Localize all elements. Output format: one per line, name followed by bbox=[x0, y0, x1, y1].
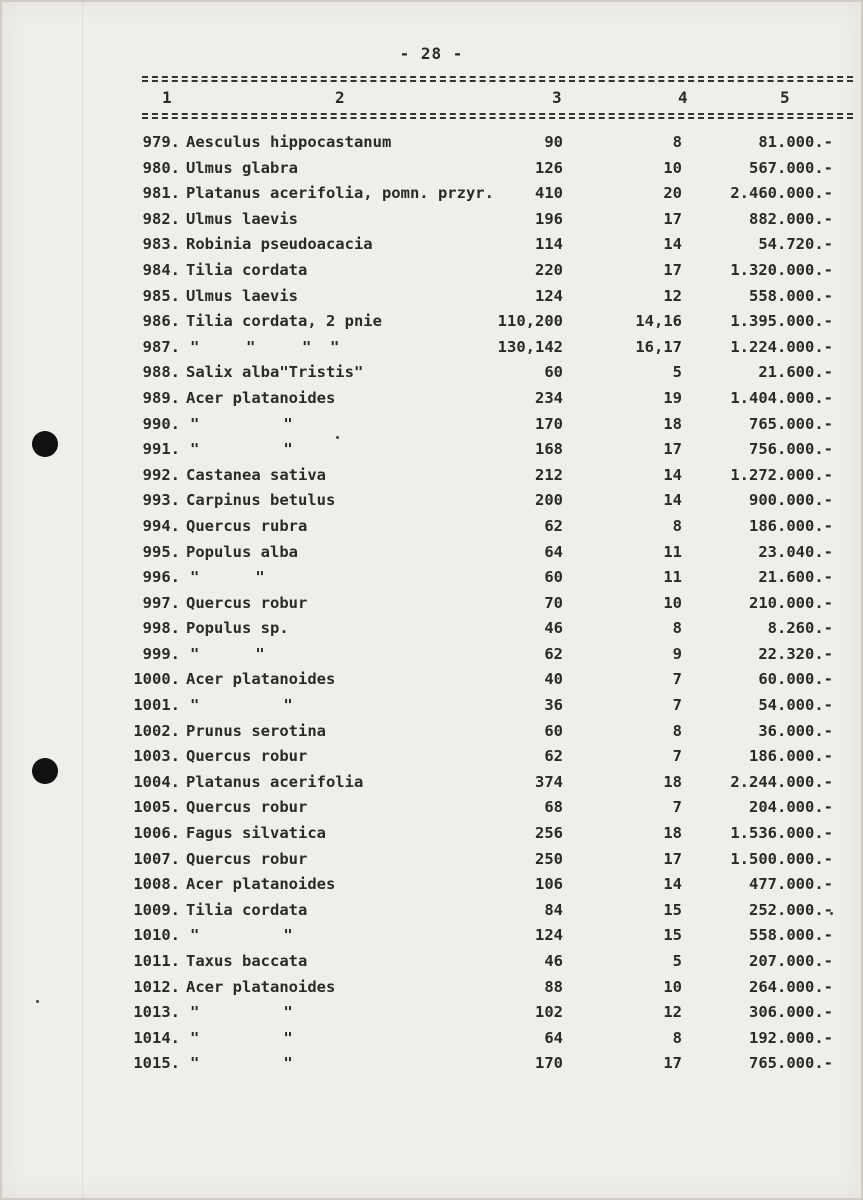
header-rule-bottom bbox=[142, 113, 853, 115]
tree-value: 2.244.000.- bbox=[730, 772, 833, 791]
species-name: " " bbox=[190, 1003, 293, 1022]
row-number: 991. bbox=[142, 440, 180, 459]
tree-height: 7 bbox=[672, 798, 682, 817]
trunk-circumference: 102 bbox=[535, 1003, 563, 1022]
tree-value: 1.536.000.- bbox=[730, 824, 833, 843]
row-number: 1010. bbox=[133, 926, 180, 945]
tree-value: 558.000.- bbox=[749, 286, 833, 305]
table-row bbox=[0, 693, 863, 719]
row-number: 1011. bbox=[133, 952, 180, 970]
row-number: 1007. bbox=[133, 849, 180, 868]
table-row bbox=[0, 156, 863, 182]
species-name: Prunus serotina bbox=[186, 721, 326, 740]
tree-value: 1.272.000.- bbox=[730, 465, 833, 484]
species-name: " " bbox=[190, 644, 265, 663]
tree-height: 17 bbox=[663, 849, 682, 868]
table-row bbox=[0, 923, 863, 949]
tree-value: 2.460.000.- bbox=[730, 184, 833, 203]
tree-height: 8 bbox=[672, 619, 682, 638]
species-name: " " bbox=[190, 1054, 293, 1073]
tree-value: 204.000.- bbox=[749, 798, 833, 817]
tree-value: 1.320.000.- bbox=[730, 260, 833, 279]
tree-height: 17 bbox=[663, 440, 682, 459]
tree-height: 15 bbox=[663, 900, 682, 919]
tree-height: 8 bbox=[672, 133, 682, 151]
table-row bbox=[0, 232, 863, 258]
tree-height: 12 bbox=[663, 286, 682, 305]
species-name: Tilia cordata bbox=[186, 900, 308, 919]
table-row bbox=[0, 1051, 863, 1077]
row-number: 990. bbox=[142, 414, 180, 433]
table-row bbox=[0, 616, 863, 642]
trunk-circumference: 84 bbox=[544, 900, 563, 919]
tree-height: 8 bbox=[672, 721, 682, 740]
tree-height: 17 bbox=[663, 1054, 682, 1073]
row-number: 1015. bbox=[133, 1054, 180, 1073]
row-number: 981. bbox=[142, 184, 180, 203]
tree-value: 36.000.- bbox=[758, 721, 833, 740]
species-name: " " bbox=[190, 440, 293, 459]
trunk-circumference: 410 bbox=[535, 184, 563, 203]
trunk-circumference: 124 bbox=[535, 926, 563, 945]
table-row bbox=[0, 258, 863, 284]
trunk-circumference: 110,200 bbox=[497, 312, 563, 331]
column-header-3: 3 bbox=[552, 88, 562, 107]
tree-height: 7 bbox=[672, 696, 682, 715]
species-name: Carpinus betulus bbox=[186, 491, 336, 510]
row-number: 1001. bbox=[133, 696, 180, 715]
table-row bbox=[0, 949, 863, 975]
species-name: Populus sp. bbox=[186, 619, 289, 638]
tree-value: 264.000.- bbox=[749, 977, 833, 996]
tree-height: 8 bbox=[672, 1028, 682, 1047]
species-name: Tilia cordata, 2 pnie bbox=[186, 312, 382, 331]
table-row bbox=[0, 360, 863, 386]
table-row bbox=[0, 412, 863, 438]
trunk-circumference: 196 bbox=[535, 209, 563, 228]
trunk-circumference: 36 bbox=[544, 696, 563, 715]
row-number: 984. bbox=[142, 260, 180, 279]
table-row bbox=[0, 437, 863, 463]
species-name: Quercus robur bbox=[186, 747, 308, 766]
table-row bbox=[0, 872, 863, 898]
species-name: Ulmus glabra bbox=[186, 158, 298, 177]
tree-value: 765.000.- bbox=[749, 414, 833, 433]
row-number: 998. bbox=[142, 619, 180, 638]
species-name: Robinia pseudoacacia bbox=[186, 235, 373, 254]
tree-value: 54.720.- bbox=[758, 235, 833, 254]
row-number: 1004. bbox=[133, 772, 180, 791]
table-row bbox=[0, 1000, 863, 1026]
tree-value: 1.224.000.- bbox=[730, 337, 833, 356]
table-row bbox=[0, 309, 863, 335]
trunk-circumference: 130,142 bbox=[497, 337, 563, 356]
trunk-circumference: 60 bbox=[544, 568, 563, 587]
species-name: Aesculus hippocastanum bbox=[186, 133, 392, 151]
tree-height: 15 bbox=[663, 926, 682, 945]
species-name: Platanus acerifolia bbox=[186, 772, 364, 791]
row-number: 1002. bbox=[133, 721, 180, 740]
tree-height: 5 bbox=[672, 952, 682, 970]
trunk-circumference: 126 bbox=[535, 158, 563, 177]
species-name: " " " " bbox=[190, 337, 340, 356]
tree-height: 12 bbox=[663, 1003, 682, 1022]
row-number: 1014. bbox=[133, 1028, 180, 1047]
tree-height: 20 bbox=[663, 184, 682, 203]
row-number: 995. bbox=[142, 542, 180, 561]
tree-height: 11 bbox=[663, 568, 682, 587]
table-row bbox=[0, 130, 863, 156]
tree-value: 558.000.- bbox=[749, 926, 833, 945]
row-number: 999. bbox=[142, 644, 180, 663]
table-row bbox=[0, 386, 863, 412]
header-rule-top bbox=[142, 76, 853, 78]
trunk-circumference: 106 bbox=[535, 875, 563, 894]
species-name: Salix alba"Tristis" bbox=[186, 363, 364, 382]
species-name: Acer platanoides bbox=[186, 388, 336, 407]
trunk-circumference: 168 bbox=[535, 440, 563, 459]
trunk-circumference: 124 bbox=[535, 286, 563, 305]
species-name: Acer platanoides bbox=[186, 977, 336, 996]
row-number: 1005. bbox=[133, 798, 180, 817]
tree-height: 10 bbox=[663, 593, 682, 612]
tree-value: 765.000.- bbox=[749, 1054, 833, 1073]
row-number: 982. bbox=[142, 209, 180, 228]
tree-height: 9 bbox=[672, 644, 682, 663]
species-name: Fagus silvatica bbox=[186, 824, 326, 843]
table-row bbox=[0, 821, 863, 847]
table-row bbox=[0, 642, 863, 668]
tree-value: 1.395.000.- bbox=[730, 312, 833, 331]
table-row bbox=[0, 591, 863, 617]
tree-value: 60.000.- bbox=[758, 670, 833, 689]
trunk-circumference: 62 bbox=[544, 516, 563, 535]
tree-height: 18 bbox=[663, 824, 682, 843]
species-name: Taxus baccata bbox=[186, 952, 308, 970]
tree-value: 207.000.- bbox=[749, 952, 833, 970]
species-name: " " bbox=[190, 696, 293, 715]
tree-height: 7 bbox=[672, 747, 682, 766]
tree-value: 186.000.- bbox=[749, 516, 833, 535]
table-row bbox=[0, 975, 863, 1001]
tree-height: 17 bbox=[663, 260, 682, 279]
row-number: 993. bbox=[142, 491, 180, 510]
trunk-circumference: 256 bbox=[535, 824, 563, 843]
table-row bbox=[0, 847, 863, 873]
column-header-5: 5 bbox=[780, 88, 790, 107]
tree-height: 18 bbox=[663, 414, 682, 433]
species-name: Castanea sativa bbox=[186, 465, 326, 484]
row-number: 1008. bbox=[133, 875, 180, 894]
species-name: Acer platanoides bbox=[186, 875, 336, 894]
row-number: 997. bbox=[142, 593, 180, 612]
trunk-circumference: 374 bbox=[535, 772, 563, 791]
tree-value: 756.000.- bbox=[749, 440, 833, 459]
tree-height: 17 bbox=[663, 209, 682, 228]
table-row bbox=[0, 207, 863, 233]
table-row bbox=[0, 463, 863, 489]
tree-value: 477.000.- bbox=[749, 875, 833, 894]
tree-value: 1.404.000.- bbox=[730, 388, 833, 407]
tree-value: 8.260.- bbox=[767, 619, 833, 638]
table-header bbox=[0, 88, 863, 110]
table-row bbox=[0, 284, 863, 310]
header-rule-top-double bbox=[142, 80, 853, 82]
table-body bbox=[0, 130, 863, 1077]
species-name: Populus alba bbox=[186, 542, 298, 561]
trunk-circumference: 46 bbox=[544, 619, 563, 638]
header-rule-bottom-double bbox=[142, 117, 853, 119]
tree-value: 210.000.- bbox=[749, 593, 833, 612]
tree-height: 10 bbox=[663, 158, 682, 177]
species-name: Platanus acerifolia, pomn. przyr. bbox=[186, 184, 494, 203]
trunk-circumference: 64 bbox=[544, 542, 563, 561]
row-number: 989. bbox=[142, 388, 180, 407]
column-header-4: 4 bbox=[678, 88, 688, 107]
tree-value: 567.000.- bbox=[749, 158, 833, 177]
table-row bbox=[0, 744, 863, 770]
table-row bbox=[0, 488, 863, 514]
trunk-circumference: 60 bbox=[544, 721, 563, 740]
species-name: Ulmus laevis bbox=[186, 209, 298, 228]
table-row bbox=[0, 565, 863, 591]
tree-height: 18 bbox=[663, 772, 682, 791]
tree-height: 14,16 bbox=[635, 312, 682, 331]
tree-value: 21.600.- bbox=[758, 363, 833, 382]
tree-value: 882.000.- bbox=[749, 209, 833, 228]
row-number: 987. bbox=[142, 337, 180, 356]
species-name: Quercus rubra bbox=[186, 516, 308, 535]
tree-height: 14 bbox=[663, 465, 682, 484]
table-row bbox=[0, 898, 863, 924]
tree-height: 10 bbox=[663, 977, 682, 996]
row-number: 980. bbox=[142, 158, 180, 177]
tree-height: 5 bbox=[672, 363, 682, 382]
tree-value: 900.000.- bbox=[749, 491, 833, 510]
species-name: " " bbox=[190, 1028, 293, 1047]
trunk-circumference: 220 bbox=[535, 260, 563, 279]
trunk-circumference: 170 bbox=[535, 414, 563, 433]
row-number: 1009. bbox=[133, 900, 180, 919]
tree-height: 14 bbox=[663, 235, 682, 254]
column-header-2: 2 bbox=[335, 88, 345, 107]
tree-value: 186.000.- bbox=[749, 747, 833, 766]
tree-value: 81.000.- bbox=[758, 133, 833, 151]
tree-height: 8 bbox=[672, 516, 682, 535]
tree-value: 1.500.000.- bbox=[730, 849, 833, 868]
row-number: 988. bbox=[142, 363, 180, 382]
row-number: 985. bbox=[142, 286, 180, 305]
tree-height: 19 bbox=[663, 388, 682, 407]
trunk-circumference: 200 bbox=[535, 491, 563, 510]
page-number: - 28 - bbox=[399, 44, 464, 63]
species-name: " " bbox=[190, 568, 265, 587]
row-number: 1000. bbox=[133, 670, 180, 689]
trunk-circumference: 88 bbox=[544, 977, 563, 996]
tree-value: 252.000.- bbox=[749, 900, 833, 919]
trunk-circumference: 62 bbox=[544, 644, 563, 663]
trunk-circumference: 46 bbox=[544, 952, 563, 970]
trunk-circumference: 250 bbox=[535, 849, 563, 868]
species-name: Tilia cordata bbox=[186, 260, 308, 279]
species-name: Acer platanoides bbox=[186, 670, 336, 689]
row-number: 979. bbox=[142, 133, 180, 151]
species-name: Ulmus laevis bbox=[186, 286, 298, 305]
tree-value: 306.000.- bbox=[749, 1003, 833, 1022]
tree-height: 7 bbox=[672, 670, 682, 689]
species-name: " " bbox=[190, 414, 293, 433]
species-name: " " bbox=[190, 926, 293, 945]
trunk-circumference: 62 bbox=[544, 747, 563, 766]
tree-height: 11 bbox=[663, 542, 682, 561]
row-number: 1012. bbox=[133, 977, 180, 996]
tree-value: 192.000.- bbox=[749, 1028, 833, 1047]
trunk-circumference: 90 bbox=[544, 133, 563, 151]
row-number: 1013. bbox=[133, 1003, 180, 1022]
tree-height: 14 bbox=[663, 875, 682, 894]
table-row bbox=[0, 335, 863, 361]
table-row bbox=[0, 667, 863, 693]
table-row bbox=[0, 1026, 863, 1052]
trunk-circumference: 234 bbox=[535, 388, 563, 407]
table-row bbox=[0, 795, 863, 821]
trunk-circumference: 70 bbox=[544, 593, 563, 612]
table-row bbox=[0, 540, 863, 566]
tree-value: 22.320.- bbox=[758, 644, 833, 663]
row-number: 1003. bbox=[133, 747, 180, 766]
tree-value: 54.000.- bbox=[758, 696, 833, 715]
table-row bbox=[0, 719, 863, 745]
row-number: 994. bbox=[142, 516, 180, 535]
trunk-circumference: 114 bbox=[535, 235, 563, 254]
trunk-circumference: 68 bbox=[544, 798, 563, 817]
trunk-circumference: 40 bbox=[544, 670, 563, 689]
column-header-1: 1 bbox=[162, 88, 172, 107]
species-name: Quercus robur bbox=[186, 798, 308, 817]
table-row bbox=[0, 770, 863, 796]
row-number: 992. bbox=[142, 465, 180, 484]
row-number: 996. bbox=[142, 568, 180, 587]
tree-value: 21.600.- bbox=[758, 568, 833, 587]
table-row bbox=[0, 181, 863, 207]
tree-value: 23.040.- bbox=[758, 542, 833, 561]
row-number: 1006. bbox=[133, 824, 180, 843]
trunk-circumference: 170 bbox=[535, 1054, 563, 1073]
trunk-circumference: 60 bbox=[544, 363, 563, 382]
row-number: 986. bbox=[142, 312, 180, 331]
species-name: Quercus robur bbox=[186, 593, 308, 612]
species-name: Quercus robur bbox=[186, 849, 308, 868]
trunk-circumference: 64 bbox=[544, 1028, 563, 1047]
row-number: 983. bbox=[142, 235, 180, 254]
table-row bbox=[0, 514, 863, 540]
tree-height: 16,17 bbox=[635, 337, 682, 356]
trunk-circumference: 212 bbox=[535, 465, 563, 484]
tree-height: 14 bbox=[663, 491, 682, 510]
